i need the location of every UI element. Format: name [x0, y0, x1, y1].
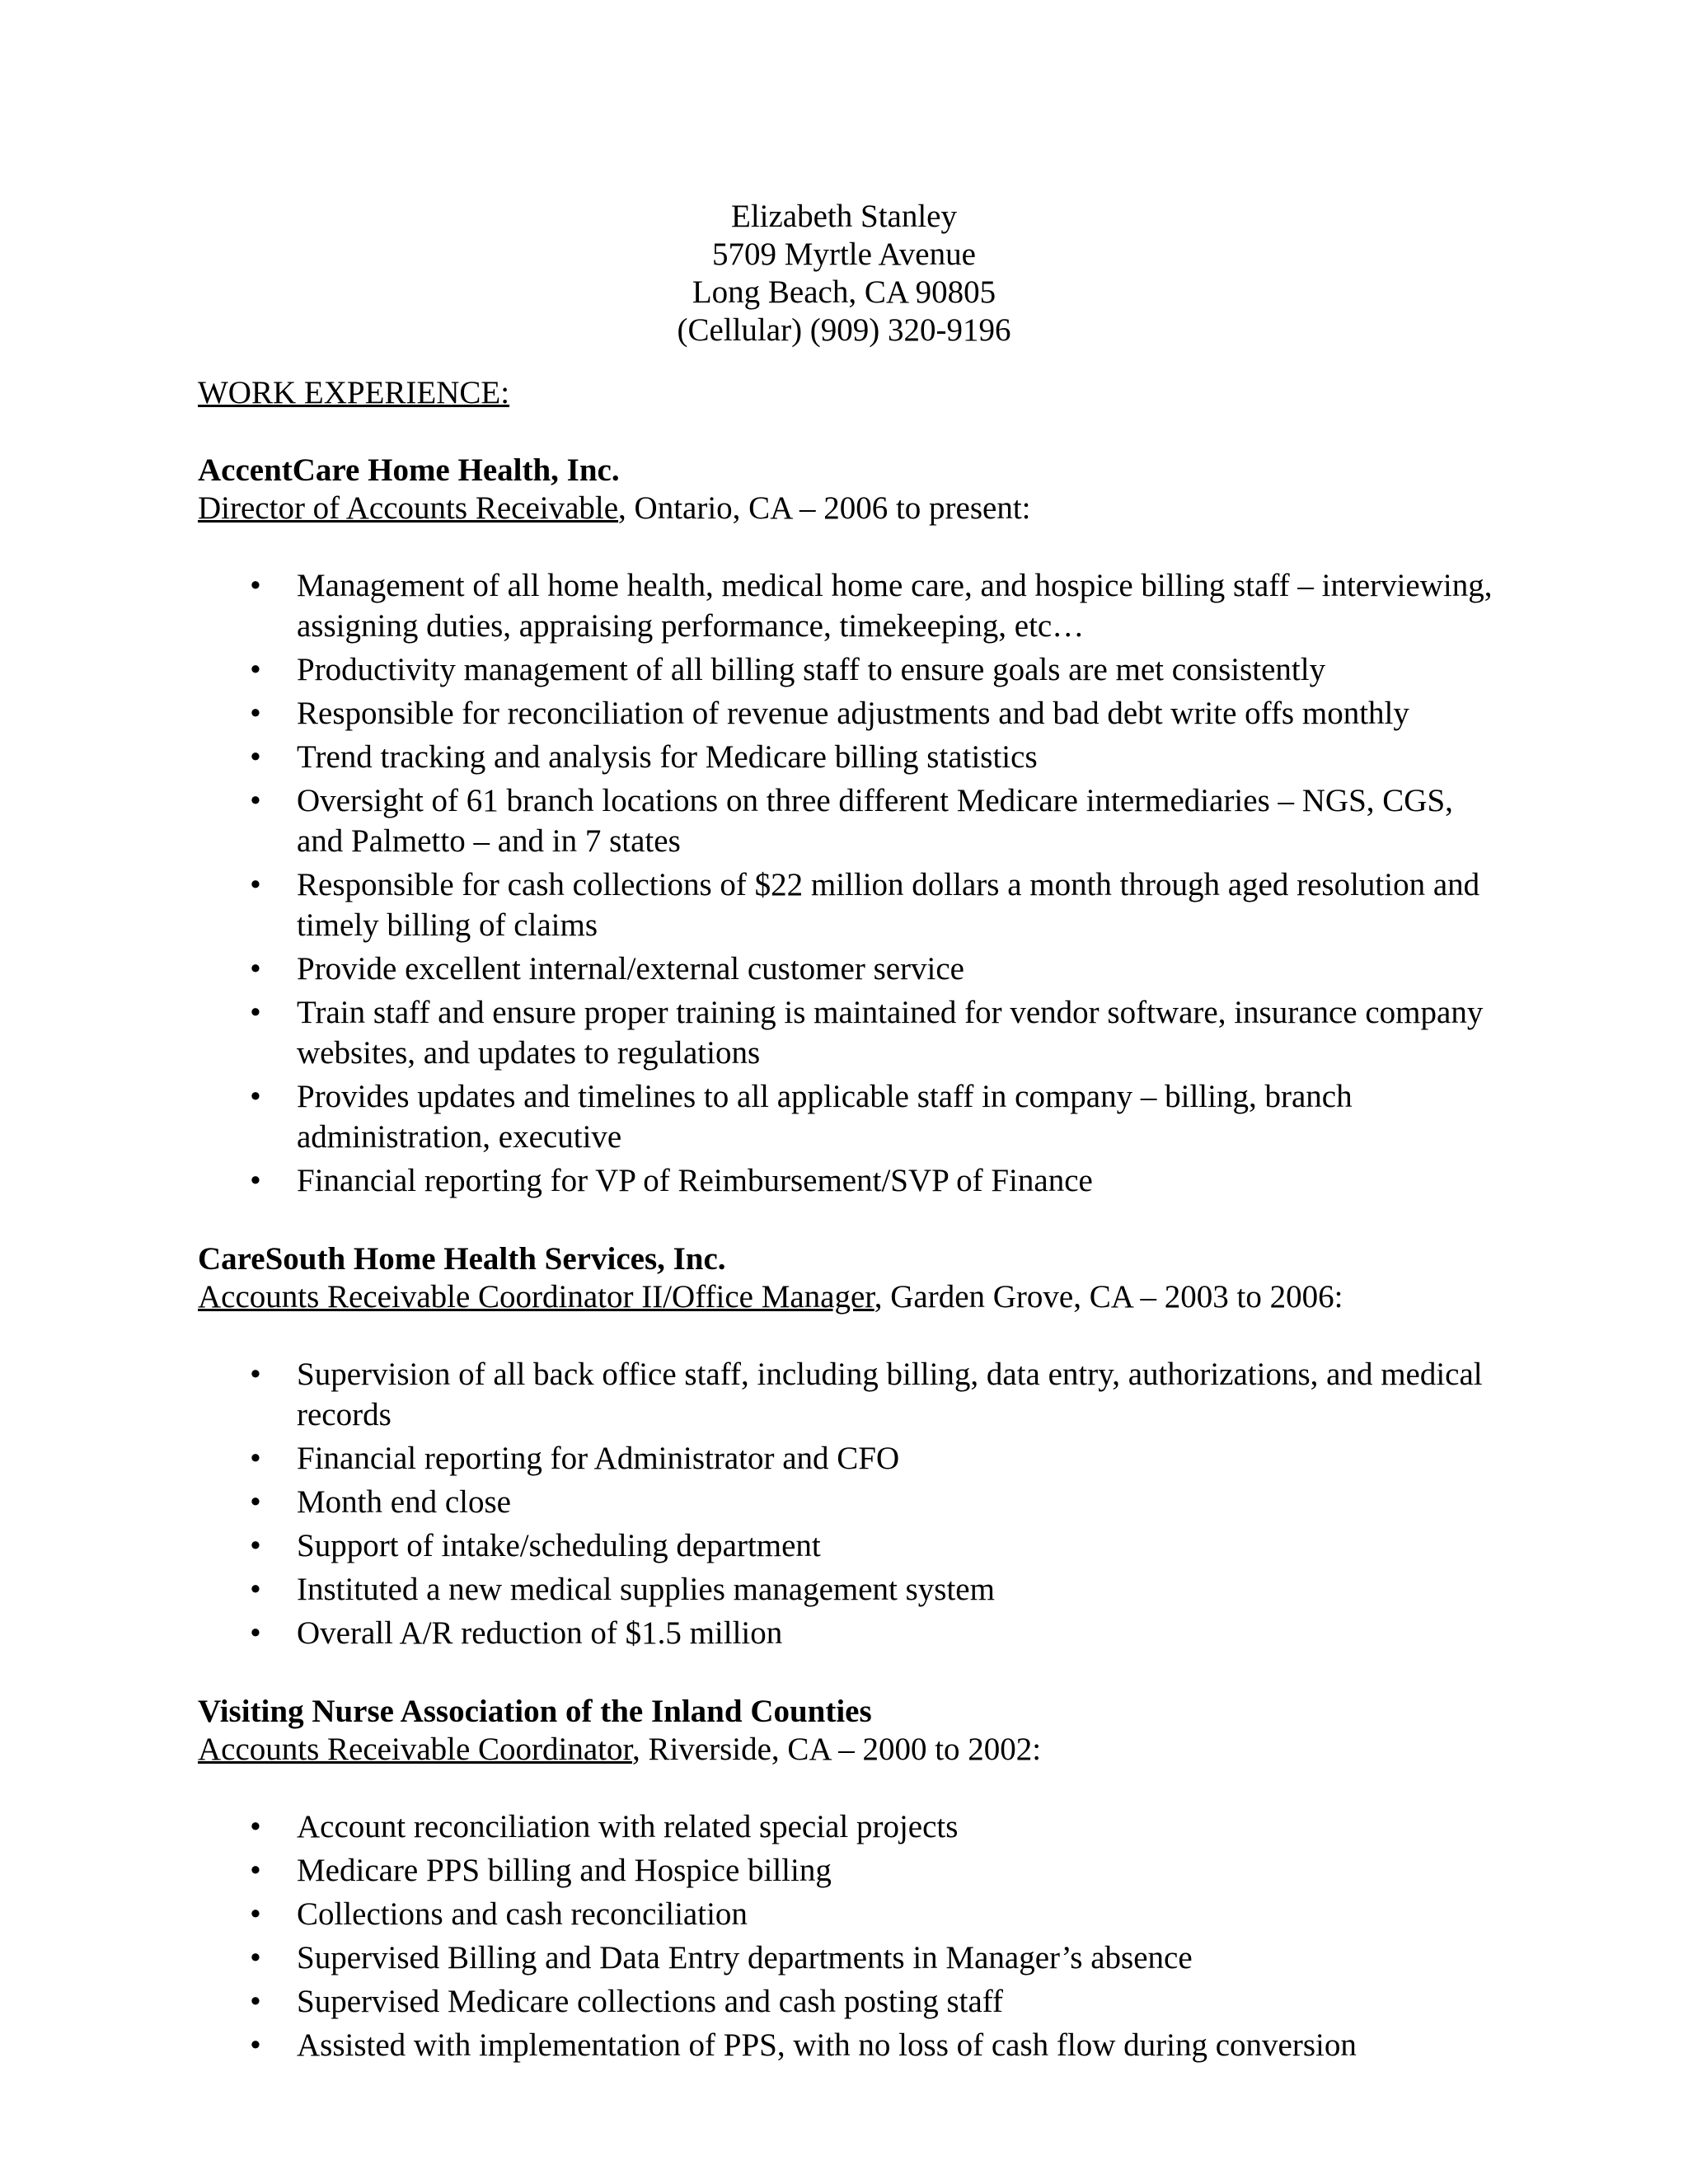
employer-name: AccentCare Home Health, Inc. [198, 452, 620, 488]
list-item [198, 1850, 1500, 1891]
duty-text: Responsible for reconciliation of revenue adjustments and bad debt write offs monthly [297, 696, 1409, 731]
duty-text: Medicare PPS billing and Hospice billing [297, 1853, 832, 1888]
duty-text: Trend tracking and analysis for Medicare billing statistics [297, 739, 1038, 775]
employer-name: Visiting Nurse Association of the Inland Counties [198, 1694, 872, 1729]
bullet-icon: • [250, 652, 261, 687]
duty-text: Train staff and ensure proper training is maintained for vendor software, insurance company websites, and updates to regulations [297, 995, 1484, 1071]
duty-text: Responsible for cash collections of $22 million dollars a month through aged resolution and timely billing of claims [297, 867, 1480, 943]
list-item [198, 565, 1500, 646]
list-item [198, 1076, 1500, 1157]
bullet-icon: • [250, 568, 261, 603]
bullet-icon: • [250, 1615, 261, 1651]
bullet-icon: • [250, 1572, 261, 1607]
bullet-icon: • [250, 1079, 261, 1114]
applicant-name: Elizabeth Stanley [731, 199, 957, 234]
duty-text: Month end close [297, 1484, 511, 1520]
list-item [198, 649, 1500, 690]
duty-text: Supervised Medicare collections and cash posting staff [297, 1984, 1004, 2019]
phone-number: (Cellular) (909) 320-9196 [677, 312, 1011, 348]
bullet-icon: • [250, 739, 261, 775]
job-title: Accounts Receivable Coordinator [198, 1732, 632, 1767]
duty-text: Financial reporting for VP of Reimbursement/SVP of Finance [297, 1163, 1093, 1198]
duties-list [198, 565, 1500, 1201]
duty-text: Instituted a new medical supplies management system [297, 1572, 995, 1607]
duty-text: Account reconciliation with related special projects [297, 1809, 959, 1844]
bullet-icon: • [250, 1853, 261, 1888]
employer-name: CareSouth Home Health Services, Inc. [198, 1241, 726, 1277]
duty-text: Provide excellent internal/external customer service [297, 951, 964, 987]
job-entry [198, 452, 1500, 1201]
duty-text: Overall A/R reduction of $1.5 million [297, 1615, 783, 1651]
bullet-icon: • [250, 1357, 261, 1392]
duty-text: Management of all home health, medical home care, and hospice billing staff – interviewing, assigning duties, appraising performance, timekeeping, etc… [297, 568, 1493, 644]
duty-text: Productivity management of all billing staff to ensure goals are met consistently [297, 652, 1326, 687]
bullet-icon: • [250, 1984, 261, 2019]
bullet-icon: • [250, 1163, 261, 1198]
list-item [198, 1160, 1500, 1201]
duty-text: Assisted with implementation of PPS, with no loss of cash flow during conversion [297, 2027, 1357, 2063]
bullet-icon: • [250, 1809, 261, 1844]
bullet-icon: • [250, 951, 261, 987]
duties-list [198, 1354, 1500, 1653]
duty-text: Oversight of 61 branch locations on three different Medicare intermediaries – NGS, CGS, and Palmetto – and in 7 states [297, 783, 1453, 859]
duty-text: Provides updates and timelines to all applicable staff in company – billing, branch administration, executive [297, 1079, 1353, 1155]
list-item [198, 949, 1500, 989]
list-item [198, 737, 1500, 777]
list-item [198, 1569, 1500, 1610]
list-item [198, 2025, 1500, 2065]
job-location-dates: , Riverside, CA – 2000 to 2002: [631, 1732, 1042, 1767]
list-item [198, 992, 1500, 1073]
list-item [198, 1354, 1500, 1435]
list-item [198, 1981, 1500, 2022]
street-address: 5709 Myrtle Avenue [712, 237, 976, 272]
job-entry [198, 1240, 1500, 1653]
bullet-icon: • [250, 995, 261, 1030]
list-item [198, 1894, 1500, 1934]
bullet-icon: • [250, 1441, 261, 1476]
resume-content [198, 198, 1500, 2069]
list-item [198, 1438, 1500, 1479]
bullet-icon: • [250, 867, 261, 902]
list-item [198, 865, 1500, 945]
duty-text: Financial reporting for Administrator and CFO [297, 1441, 900, 1476]
job-title: Director of Accounts Receivable [198, 490, 619, 526]
role-line [198, 1278, 1500, 1316]
role-line [198, 490, 1500, 527]
bullet-icon: • [250, 1484, 261, 1520]
contact-header [0, 198, 1688, 349]
job-entry [198, 1693, 1500, 2065]
list-item [198, 1613, 1500, 1653]
bullet-icon: • [250, 783, 261, 818]
duty-text: Supervised Billing and Data Entry departments in Manager’s absence [297, 1940, 1193, 1975]
bullet-icon: • [250, 2027, 261, 2063]
duty-text: Support of intake/scheduling department [297, 1528, 821, 1563]
role-line [198, 1731, 1500, 1769]
city-state-zip: Long Beach, CA 90805 [692, 274, 996, 310]
list-item [198, 1526, 1500, 1566]
work-experience-heading: WORK EXPERIENCE: [198, 375, 510, 410]
bullet-icon: • [250, 1528, 261, 1563]
list-item [198, 1938, 1500, 1978]
job-location-dates: , Garden Grove, CA – 2003 to 2006: [874, 1279, 1343, 1315]
bullet-icon: • [250, 1896, 261, 1932]
duties-list [198, 1807, 1500, 2065]
job-location-dates: , Ontario, CA – 2006 to present: [618, 490, 1031, 526]
job-title: Accounts Receivable Coordinator II/Office Manager [198, 1279, 874, 1315]
list-item [198, 1807, 1500, 1847]
list-item [198, 780, 1500, 861]
list-item [198, 1482, 1500, 1522]
list-item [198, 693, 1500, 733]
bullet-icon: • [250, 1940, 261, 1975]
bullet-icon: • [250, 696, 261, 731]
duty-text: Collections and cash reconciliation [297, 1896, 748, 1932]
duty-text: Supervision of all back office staff, including billing, data entry, authorizations, and medical records [297, 1357, 1483, 1432]
